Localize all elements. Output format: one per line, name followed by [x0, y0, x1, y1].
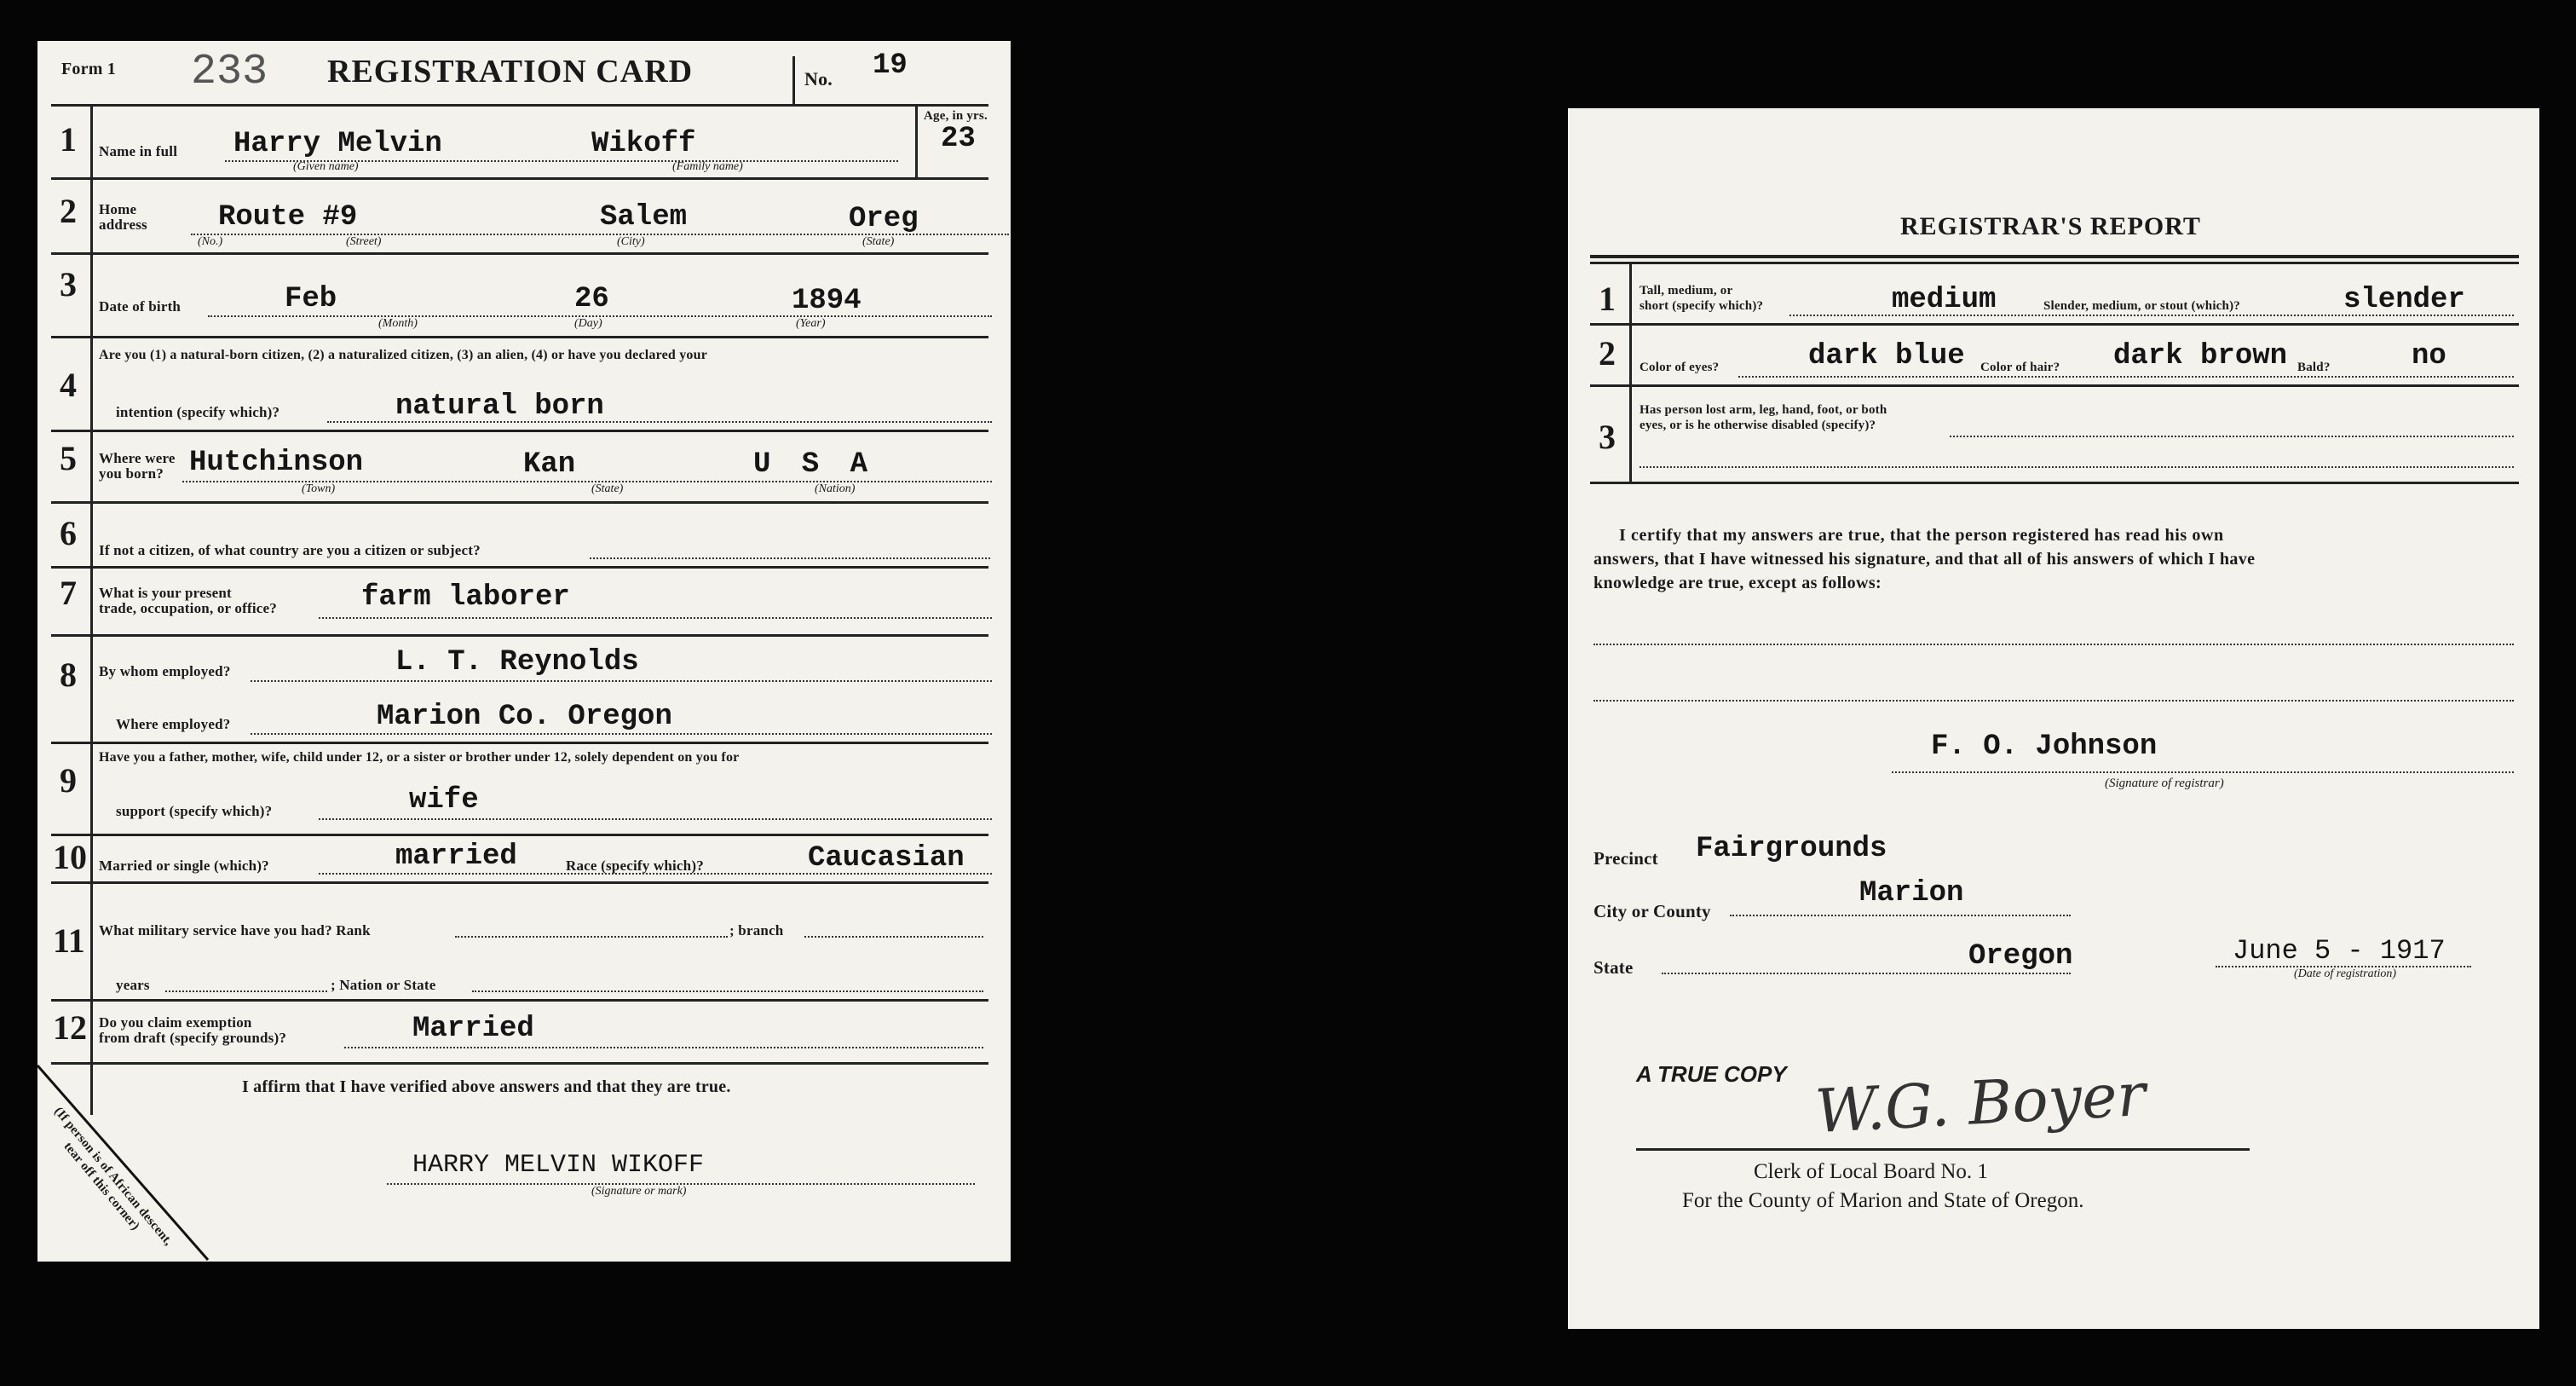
divider [51, 336, 988, 338]
marital-status: married [395, 840, 517, 873]
registrar-signature: F. O. Johnson [1931, 731, 2158, 763]
row-number: 1 [1599, 280, 1616, 318]
birth-year: 1894 [792, 285, 862, 317]
row-number: 2 [60, 192, 77, 230]
divider [327, 421, 992, 423]
divider [1892, 771, 2514, 773]
divider [51, 881, 988, 884]
label: you born? [99, 465, 164, 482]
divider [1590, 482, 2519, 484]
label: Bald? [2297, 361, 2331, 374]
label: ; branch [729, 922, 784, 938]
home-city: Salem [600, 201, 688, 234]
registration-card [37, 41, 1011, 1262]
city-county: Marion [1859, 877, 1964, 910]
row-number: 6 [60, 514, 77, 552]
clerk-signature: W.G. Boyer [1813, 1059, 2147, 1147]
true-copy-stamp: A TRUE COPY [1636, 1061, 1787, 1087]
employer: L. T. Reynolds [395, 646, 639, 679]
row-number: 4 [60, 366, 77, 404]
caption: (Month) [378, 317, 418, 330]
family-name: Wikoff [591, 128, 696, 160]
label: Date of birth [99, 298, 182, 315]
label: Age, in yrs. [924, 109, 988, 123]
label: City or County [1593, 901, 1711, 921]
bald: no [2412, 340, 2446, 372]
caption: (Year) [796, 317, 826, 330]
employment-place: Marion Co. Oregon [377, 701, 672, 733]
birth-nation: U S A [753, 448, 875, 481]
serial-number: 233 [191, 48, 268, 96]
divider [1738, 376, 2514, 378]
label: If not a citizen, of what country are you a citizen or subject? [99, 542, 481, 558]
divider [51, 501, 988, 504]
caption: (No.) [198, 235, 223, 248]
question: Are you (1) a natural-born citizen, (2) a naturalized citizen, (3) an alien, (4) or have you declared your [99, 348, 708, 362]
form-number: Form 1 [61, 60, 116, 78]
label: address [99, 217, 147, 233]
eye-color: dark blue [1808, 340, 1965, 372]
caption: (State) [591, 482, 624, 495]
occupation: farm laborer [361, 581, 570, 614]
birth-town: Hutchinson [189, 447, 364, 479]
divider [1593, 700, 2514, 702]
divider [1730, 915, 2071, 916]
row-number: 12 [53, 1008, 87, 1047]
divider [319, 617, 992, 619]
caption: (State) [862, 235, 895, 248]
divider [51, 430, 988, 432]
label: ; Nation or State [331, 977, 436, 993]
divider [51, 999, 988, 1002]
card-no-label: No. [804, 68, 833, 90]
divider [51, 566, 988, 569]
row-number: 2 [1599, 334, 1616, 372]
label: Color of eyes? [1640, 361, 1720, 374]
certification: answers, that I have witnessed his signature, and that all of his answers of which I have [1593, 550, 2256, 569]
question: Have you a father, mother, wife, child under 12, or a sister or brother under 12, solely dependent on you for [99, 750, 740, 765]
divider [51, 742, 988, 744]
caption: (Town) [302, 482, 336, 495]
divider [1590, 323, 2519, 326]
state: Oregon [1968, 940, 2073, 973]
registrant-signature: HARRY MELVIN WIKOFF [412, 1151, 705, 1180]
label: Home [99, 201, 137, 217]
divider [1590, 384, 2519, 387]
row-number: 9 [60, 761, 77, 800]
divider [455, 936, 728, 938]
given-name: Harry Melvin [233, 128, 442, 160]
divider [1640, 466, 2514, 468]
label: What is your present [99, 585, 232, 601]
caption: (Date of registration) [2294, 967, 2397, 980]
corner-note: (If person is of African descent, tear off this corner) [51, 1104, 176, 1249]
label: Slender, medium, or stout (which)? [2043, 299, 2240, 313]
caption: (Given name) [293, 160, 359, 173]
label: Where employed? [116, 716, 231, 732]
divider [1662, 973, 2071, 974]
build: slender [2343, 284, 2465, 316]
label: By whom employed? [99, 663, 231, 679]
row-number: 7 [60, 574, 77, 612]
label: Married or single (which)? [99, 858, 269, 874]
report-title: REGISTRAR'S REPORT [1900, 212, 2201, 240]
caption: (Signature of registrar) [2105, 777, 2224, 790]
label: short (specify which)? [1640, 299, 1764, 313]
divider [1590, 262, 2519, 264]
divider [590, 557, 990, 559]
affirmation: I affirm that I have verified above answers and that they are true. [242, 1077, 731, 1096]
certification: knowledge are true, except as follows: [1593, 574, 1882, 592]
row-number: 8 [60, 655, 77, 694]
divider [319, 873, 992, 875]
divider [51, 252, 988, 255]
dependents: wife [409, 784, 479, 817]
clerk-jurisdiction: For the County of Marion and State of Oregon. [1682, 1189, 2084, 1212]
tear-line [37, 1065, 208, 1260]
exemption-claim: Married [412, 1013, 534, 1045]
citizenship: natural born [395, 390, 604, 423]
divider [51, 634, 988, 637]
label: years [116, 977, 150, 993]
divider [1593, 644, 2514, 645]
row-number: 3 [60, 265, 77, 303]
height: medium [1892, 284, 1997, 316]
caption: (Family name) [672, 160, 743, 173]
row-number: 3 [1599, 418, 1616, 456]
label: Tall, medium, or [1640, 284, 1733, 297]
divider [1789, 315, 2514, 316]
row-number: 5 [60, 439, 77, 477]
label: Name in full [99, 143, 178, 159]
home-state: Oreg [849, 203, 919, 235]
caption: (Signature or mark) [591, 1185, 687, 1198]
precinct: Fairgrounds [1696, 833, 1887, 865]
divider [915, 104, 918, 177]
registration-date: June 5 - 1917 [2233, 935, 2446, 967]
divider [1636, 1148, 2250, 1151]
card-title: REGISTRATION CARD [327, 54, 694, 90]
divider [251, 733, 992, 735]
label: support (specify which)? [116, 803, 273, 819]
divider [51, 834, 988, 836]
caption: (Street) [346, 235, 382, 248]
divider [792, 56, 795, 104]
divider [51, 104, 988, 107]
divider [1950, 436, 2514, 437]
divider [344, 1047, 983, 1048]
divider [804, 936, 983, 938]
divider [165, 990, 327, 992]
divider [51, 177, 988, 180]
registrars-report [1568, 108, 2539, 1329]
divider [319, 818, 992, 820]
birth-day: 26 [574, 283, 609, 315]
label: State [1593, 957, 1634, 978]
divider [251, 680, 992, 682]
row-number: 10 [53, 838, 87, 876]
age: 23 [941, 123, 976, 155]
label: eyes, or is he otherwise disabled (specify)? [1640, 419, 1876, 432]
divider [1629, 263, 1632, 482]
row-number: 1 [60, 120, 77, 159]
label: Has person lost arm, leg, hand, foot, or both [1640, 403, 1887, 417]
label: Race (specify which)? [566, 858, 704, 874]
label: Where were [99, 450, 176, 466]
caption: (City) [617, 235, 645, 248]
race: Caucasian [808, 842, 965, 875]
label: Precinct [1593, 848, 1658, 869]
hair-color: dark brown [2113, 340, 2288, 372]
caption: (Nation) [815, 482, 856, 495]
label: Color of hair? [1980, 361, 2060, 374]
divider [472, 990, 983, 992]
birth-month: Feb [285, 283, 337, 315]
home-address: Route #9 [218, 201, 358, 234]
birth-state: Kan [523, 448, 576, 481]
label: What military service have you had? Rank [99, 922, 371, 938]
certification: I certify that my answers are true, that the person registered has read his own [1619, 526, 2224, 545]
label: from draft (specify grounds)? [99, 1030, 287, 1046]
divider [90, 104, 93, 1115]
label: Do you claim exemption [99, 1014, 252, 1031]
caption: (Day) [574, 317, 602, 330]
clerk-title: Clerk of Local Board No. 1 [1754, 1160, 1988, 1183]
divider [1590, 255, 2519, 258]
label: intention (specify which)? [116, 404, 280, 420]
label: trade, occupation, or office? [99, 600, 277, 616]
row-number: 11 [53, 921, 85, 960]
card-no-value: 19 [873, 49, 908, 82]
